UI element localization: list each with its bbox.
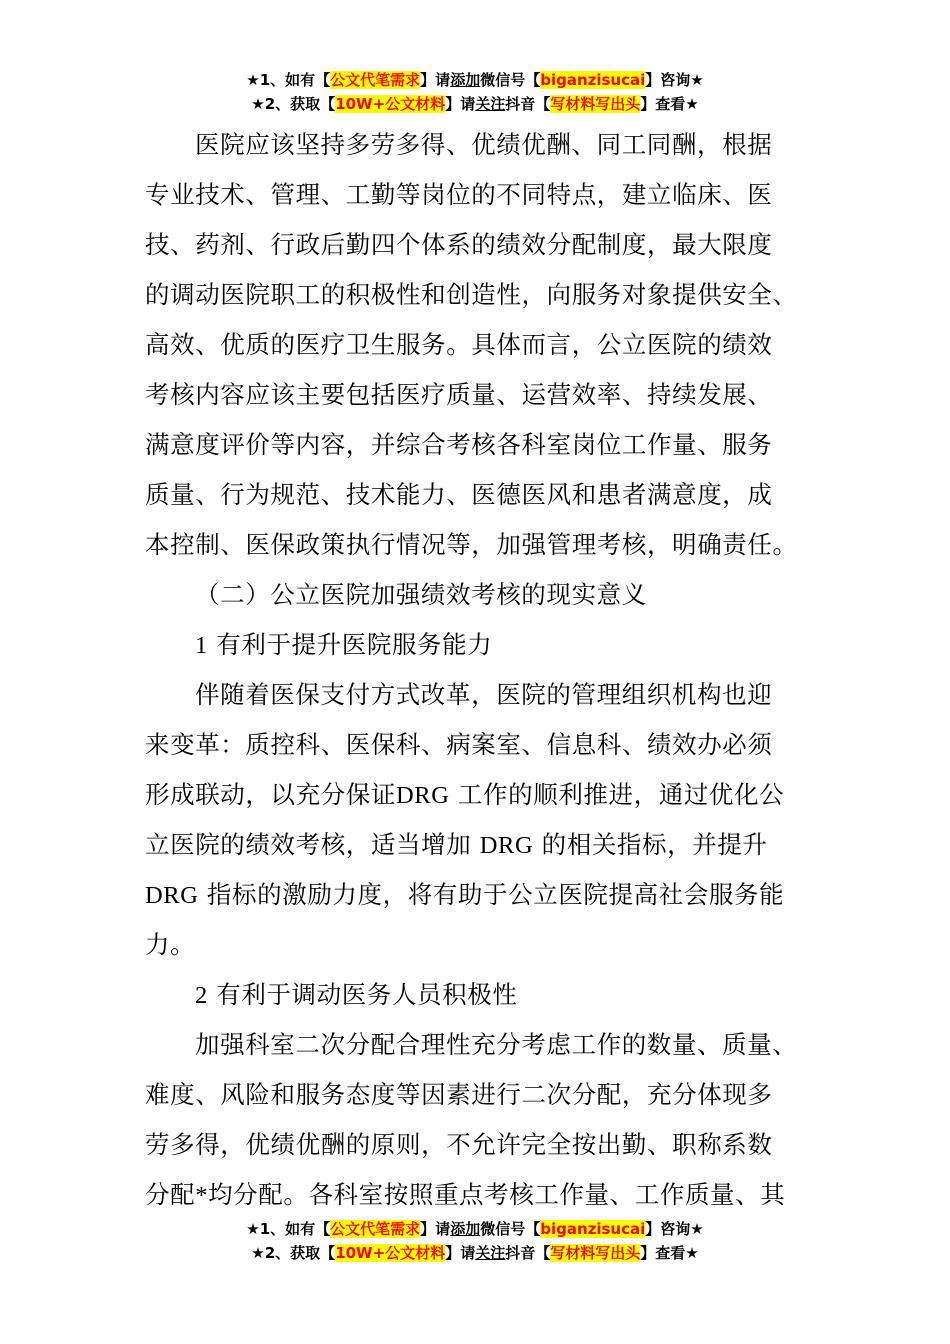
document-body xyxy=(145,120,825,1220)
notice-line-2: ★2、获取【10W+公文材料】请关注抖音【写材料写出头】查看★ xyxy=(251,1244,699,1262)
highlight-writing-service: 公文代笔需求 xyxy=(330,1220,421,1238)
body-line: 的调动医院职工的积极性和创造性，向服务对象提供安全、 xyxy=(145,280,798,309)
body-line: 劳多得，优绩优酬的原则，不允许完全按出勤、职称系数 xyxy=(145,1130,773,1159)
body-line: 高效、优质的医疗卫生服务。具体而言，公立医院的绩效 xyxy=(145,330,773,359)
body-line: 难度、风险和服务态度等因素进行二次分配，充分体现多 xyxy=(145,1080,773,1109)
highlight-douyin: 写材料写出头 xyxy=(550,1244,641,1262)
body-line: DRG 指标的激励力度，将有助于公立医院提高社会服务能 xyxy=(145,880,785,909)
subheading-1: 1 有利于提升医院服务能力 xyxy=(195,630,493,659)
body-line: 来变革：质控科、医保科、病案室、信息科、绩效办必须 xyxy=(145,730,773,759)
highlight-douyin: 写材料写出头 xyxy=(550,95,641,113)
body-line: 专业技术、管理、工勤等岗位的不同特点，建立临床、医 xyxy=(145,180,773,209)
body-line: 加强科室二次分配合理性充分考虑工作的数量、质量、 xyxy=(195,1030,798,1059)
header-notice xyxy=(0,68,950,116)
body-line: 形成联动，以充分保证DRG 工作的顺利推进，通过优化公 xyxy=(145,780,785,809)
footer-notice xyxy=(0,1217,950,1265)
body-line: 立医院的绩效考核，适当增加 DRG 的相关指标，并提升 xyxy=(145,830,768,859)
highlight-wechat-id: biganzisucai xyxy=(540,71,646,89)
highlight-materials: 10W+公文材料 xyxy=(335,95,446,113)
body-line: 力。 xyxy=(145,930,196,959)
highlight-writing-service: 公文代笔需求 xyxy=(330,71,421,89)
body-line: 医院应该坚持多劳多得、优绩优酬、同工同酬，根据 xyxy=(195,130,773,159)
body-line: 考核内容应该主要包括医疗质量、运营效率、持续发展、 xyxy=(145,380,773,409)
section-heading: （二）公立医院加强绩效考核的现实意义 xyxy=(195,580,647,609)
subheading-2: 2 有利于调动医务人员积极性 xyxy=(195,980,518,1009)
body-line: 本控制、医保政策执行情况等，加强管理考核，明确责任。 xyxy=(145,530,798,559)
highlight-materials: 10W+公文材料 xyxy=(335,1244,446,1262)
notice-line-2: ★2、获取【10W+公文材料】请关注抖音【写材料写出头】查看★ xyxy=(251,95,699,113)
body-line: 伴随着医保支付方式改革，医院的管理组织机构也迎 xyxy=(195,680,773,709)
body-line: 满意度评价等内容，并综合考核各科室岗位工作量、服务 xyxy=(145,430,773,459)
notice-line-1: ★1、如有【公文代笔需求】请添加微信号【biganzisucai】咨询★ xyxy=(246,71,704,89)
body-line: 分配*均分配。各科室按照重点考核工作量、工作质量、其 xyxy=(145,1180,786,1209)
body-line: 技、药剂、行政后勤四个体系的绩效分配制度，最大限度 xyxy=(145,230,773,259)
notice-line-1: ★1、如有【公文代笔需求】请添加微信号【biganzisucai】咨询★ xyxy=(246,1220,704,1238)
highlight-wechat-id: biganzisucai xyxy=(540,1220,646,1238)
body-line: 质量、行为规范、技术能力、医德医风和患者满意度，成 xyxy=(145,480,773,509)
